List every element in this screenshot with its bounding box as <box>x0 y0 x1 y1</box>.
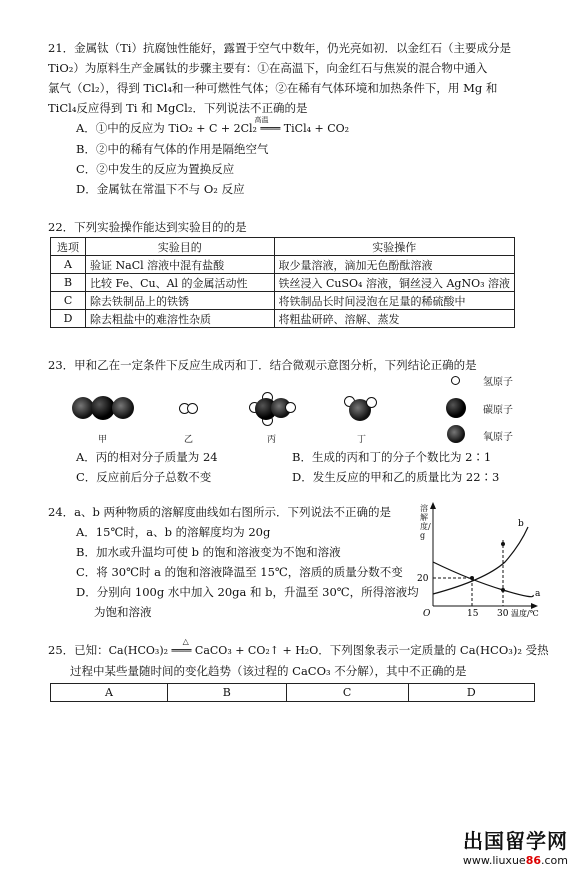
table-header: 实验操作 <box>274 238 515 256</box>
table-row <box>51 274 515 292</box>
q21-line-2: TiO₂）为原料生产金属钛的步骤主要有：①在高温下，向金红石与焦炭的混合物中通入 <box>48 61 488 75</box>
hydrogen-atom <box>366 397 377 408</box>
q23-option-d: D．发生反应的甲和乙的质量比为 22∶3 <box>292 470 500 484</box>
q25-suffix: ．下列图象表示一定质量的 Ca(HCO₃)₂ 受热 <box>318 643 549 657</box>
hydrogen-atom-legend-icon <box>451 376 460 385</box>
q23-option-b: B．生成的丙和丁的分子个数比为 2∶1 <box>292 450 492 464</box>
table-cell: 除去粗盐中的难溶性杂质 <box>86 310 274 328</box>
molecule-label-jia: 甲 <box>98 435 108 445</box>
table-cell: 将粗盐研碎、溶解、蒸发 <box>274 310 515 328</box>
q21-line-4: TiCl₄反应得到 Ti 和 MgCl₂．下列说法不正确的是 <box>48 101 308 115</box>
q24-option-a: A．15℃时，a、b 的溶解度均为 20g <box>76 525 271 539</box>
oxygen-atom <box>112 397 134 419</box>
molecule-jia <box>72 397 134 421</box>
q21-option-c: C．②中发生的反应为置换反应 <box>76 162 235 176</box>
q24-option-d-line-1: D．分别向 100g 水中加入 20ga 和 b，升温至 30℃，所得溶液均 <box>76 585 419 599</box>
q22-title: 22．下列实验操作能达到实验目的的是 <box>48 220 247 234</box>
q25-line-2: 过程中某些量随时间的变化趋势（该过程的 CaCO₃ 不分解），其中不正确的是 <box>70 664 467 678</box>
legend-oxygen: 氧原子 <box>483 432 513 443</box>
table-cell: B <box>168 684 287 702</box>
table-cell: 验证 NaCl 溶液中混有盐酸 <box>86 256 274 274</box>
table-row <box>51 684 535 702</box>
table-row <box>51 256 515 274</box>
question-25 <box>48 637 568 681</box>
q21-option-a-equation: TiO₂ + C + 2Cl₂ ═══ TiCl₄ + CO₂ <box>168 122 350 135</box>
legend-hydrogen: 氢原子 <box>483 377 513 388</box>
molecule-yi <box>179 403 199 415</box>
q21-reaction-condition: 高温 <box>254 116 269 124</box>
carbon-atom-legend-icon <box>446 398 466 418</box>
molecule-bing <box>247 392 297 426</box>
oxygen-atom-legend-icon <box>447 425 465 443</box>
x-tick-30: 30 <box>497 609 509 619</box>
q25-heat-condition: △ <box>182 637 189 646</box>
origin-label: O <box>423 609 431 619</box>
y-axis-label: 溶解度/g <box>420 504 431 540</box>
q24-title: 24．a、b 两种物质的溶解度曲线如右图所示．下列说法不正确的是 <box>48 505 392 519</box>
q24-option-c: C．将 30℃时 a 的饱和溶液降温至 15℃，溶质的质量分数不变 <box>76 565 403 579</box>
x-axis-label: 温度/℃ <box>511 609 539 618</box>
q21-option-a-label: A．①中的反应为 <box>76 121 165 135</box>
table-cell: C <box>286 684 408 702</box>
molecule-label-bing: 丙 <box>267 435 277 445</box>
table-header-row <box>51 238 515 256</box>
q24-option-d-line-2: 为饱和溶液 <box>94 605 152 619</box>
question-21 <box>48 38 548 199</box>
curve-b <box>433 527 528 594</box>
table-row <box>51 310 515 328</box>
curve-b-label: b <box>518 519 524 529</box>
q21-option-b: B．②中的稀有气体的作用是隔绝空气 <box>76 142 269 156</box>
molecule-label-ding: 丁 <box>357 435 367 445</box>
point-a-30c <box>501 588 505 592</box>
q23-options-row-2 <box>48 467 568 487</box>
q25-equation: Ca(HCO₃)₂ ═══ CaCO₃ + CO₂↑ + H₂O <box>108 644 319 657</box>
q22-table <box>50 237 515 328</box>
curve-a <box>433 562 533 597</box>
table-cell: 铁丝浸入 CuSO₄ 溶液，铜丝浸入 AgNO₃ 溶液 <box>274 274 515 292</box>
curve-a-label: a <box>535 589 541 599</box>
table-cell: D <box>51 310 86 328</box>
q21-option-a <box>48 118 548 139</box>
table-cell: B <box>51 274 86 292</box>
q23-option-c: C．反应前后分子总数不变 <box>76 470 212 484</box>
table-cell: 将铁制品长时间浸泡在足量的稀硫酸中 <box>274 292 515 310</box>
watermark-url-number: 86 <box>525 854 541 867</box>
hydrogen-atom <box>187 403 198 414</box>
watermark-title: 出国留学网 <box>463 829 568 853</box>
y-axis-arrow <box>430 502 436 509</box>
table-header: 实验目的 <box>86 238 274 256</box>
x-tick-15: 15 <box>467 609 479 619</box>
q25-line-1 <box>48 637 568 661</box>
q21-line-1: 21．金属钛（Ti）抗腐蚀性能好，露置于空气中数年，仍光亮如初．以金红石（主要成分是 <box>48 41 511 55</box>
table-cell: 比较 Fe、Cu、Al 的金属活动性 <box>86 274 274 292</box>
q25-prefix: 25．已知： <box>48 643 109 657</box>
q21-line-3: 氯气（Cl₂），得到 TiCl₄和一种可燃性气体；②在稀有气体环境和加热条件下，用 Mg 和 <box>48 81 498 95</box>
watermark <box>463 825 568 867</box>
molecule-label-yi: 乙 <box>184 435 194 445</box>
intersection-point <box>470 576 474 580</box>
question-23 <box>48 355 548 375</box>
table-cell: D <box>408 684 534 702</box>
legend-carbon: 碳原子 <box>483 405 513 416</box>
watermark-url-suffix: .com <box>541 854 568 867</box>
watermark-url <box>463 854 568 867</box>
molecule-ding <box>344 396 378 422</box>
table-cell: 除去铁制品上的铁锈 <box>86 292 274 310</box>
q24-option-b: B．加水或升温均可使 b 的饱和溶液变为不饱和溶液 <box>76 545 341 559</box>
watermark-url-prefix: www.liuxue <box>462 854 526 867</box>
y-tick-20: 20 <box>417 574 429 584</box>
table-cell: 取少量溶液，滴加无色酚酞溶液 <box>274 256 515 274</box>
table-cell: A <box>51 256 86 274</box>
solubility-graph <box>415 500 545 620</box>
question-22 <box>48 217 548 237</box>
point-b-30c <box>501 542 505 546</box>
q23-title: 23．甲和乙在一定条件下反应生成丙和丁．结合微观示意图分析，下列结论正确的是 <box>48 358 477 372</box>
question-24 <box>48 502 418 622</box>
q25-choices-table <box>50 683 535 702</box>
q21-option-d: D．金属钛在常温下不与 O₂ 反应 <box>76 182 245 196</box>
q23-options-row-1 <box>48 447 568 467</box>
table-cell: A <box>51 684 168 702</box>
q23-option-a: A．丙的相对分子质量为 24 <box>76 450 218 464</box>
table-cell: C <box>51 292 86 310</box>
q23-options <box>48 447 568 487</box>
table-header: 选项 <box>51 238 86 256</box>
table-row <box>51 292 515 310</box>
hydrogen-atom <box>285 402 296 413</box>
